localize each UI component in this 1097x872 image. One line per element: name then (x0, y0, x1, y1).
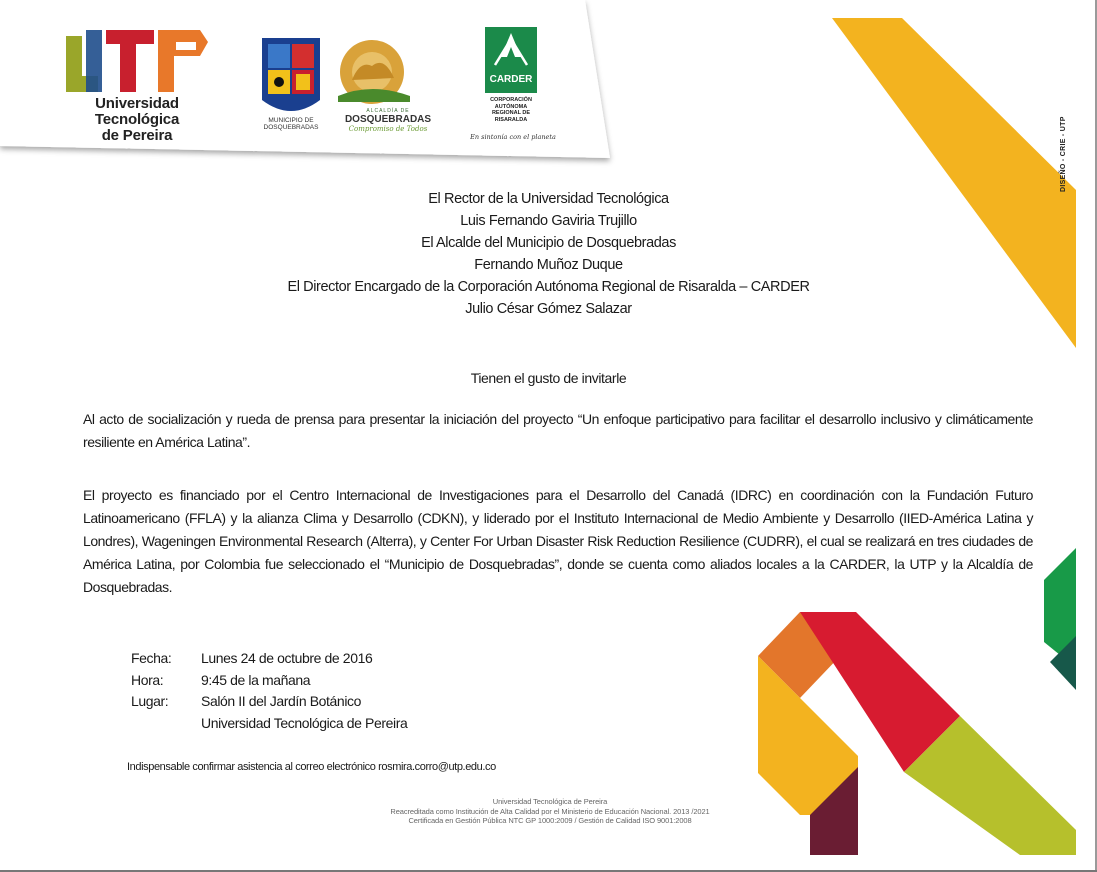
event-details (131, 648, 407, 734)
host-line: Fernando Muñoz Duque (474, 257, 623, 273)
carder-motto: En sintonía con el planeta (470, 133, 556, 141)
carder-subtitle: CORPORACIÓN AUTÓNOMA REGIONAL DE RISARALDA (490, 97, 532, 123)
municipio-shield-icon (262, 38, 320, 111)
utp-logo-text: Universidad Tecnológica de Pereira (94, 95, 180, 144)
host-line: El Director Encargado de la Corporación Autónoma Regional de Risaralda – CARDER (287, 279, 810, 295)
host-line: El Alcalde del Municipio de Dosquebradas (421, 235, 676, 251)
design-credit: DISEÑO - CRIE - UTP (1060, 116, 1067, 192)
municipio-label: MUNICIPIO DE DOSQUEBRADAS (263, 117, 319, 131)
paragraph-event: Al acto de socialización y rueda de prensa para presentar la iniciación del proyecto “Un enfoque participativo para facilitar el desarrollo inclusivo y climáticamente resiliente en América Latina”. (83, 411, 1033, 450)
hosts-block (0, 188, 1097, 320)
lugar-value: Salón II del Jardín Botánico (201, 693, 362, 709)
host-line: Luis Fernando Gaviria Trujillo (460, 213, 637, 229)
rsvp-note: Indispensable confirmar asistencia al correo electrónico rosmira.corro@utp.edu.co (127, 761, 496, 773)
lugar-label: Lugar: (131, 693, 169, 709)
host-line: El Rector de la Universidad Tecnológica (428, 191, 669, 207)
lugar-value-2: Universidad Tecnológica de Pereira (201, 714, 408, 731)
dosquebradas-logo-text: ALCALDÍA DE DOSQUEBRADAS Compromiso de Todos (344, 108, 432, 133)
footer-accreditation: Universidad Tecnológica de Pereira Reacreditada como Institución de Alta Calidad por el Ministerio de Educación Nacional. 2013 /2021 Certificada en Gestión Pública NTC GP 1000:2009 / Gestión de Calidad ISO 9001:2008 (390, 797, 710, 825)
host-line: Julio César Gómez Salazar (465, 301, 632, 317)
hora-label: Hora: (131, 671, 164, 688)
fecha-label: Fecha: (131, 650, 172, 666)
invite-line: Tienen el gusto de invitarle (470, 370, 627, 386)
hora-value: 9:45 de la mañana (201, 671, 311, 688)
paragraph-project: El proyecto es financiado por el Centro Internacional de Investigaciones para el Desarrollo del Canadá (IDRC) en coordinación con la Fundación Futuro Latinoamericano (FFLA) y la alianza Clima y Desarrollo (CDKN), y liderado por el Instituto Internacional de Medio Ambiente y Desarrollo (IIED-América Latina y Londres), Wageningen Environmental Research (Alterra), y Center For Urban Disaster Risk Reduction Resilience (CUDRR), el cual se realizará en tres ciudades de América Latina, por Colombia fue seleccionado el “Municipio de Dosquebradas”, donde se cuenta como aliados locales a la CARDER, la UTP y la Alcaldía de Dosquebradas. (83, 487, 1033, 595)
carder-name: CARDER (489, 74, 533, 85)
fecha-value: Lunes 24 de octubre de 2016 (201, 650, 373, 666)
